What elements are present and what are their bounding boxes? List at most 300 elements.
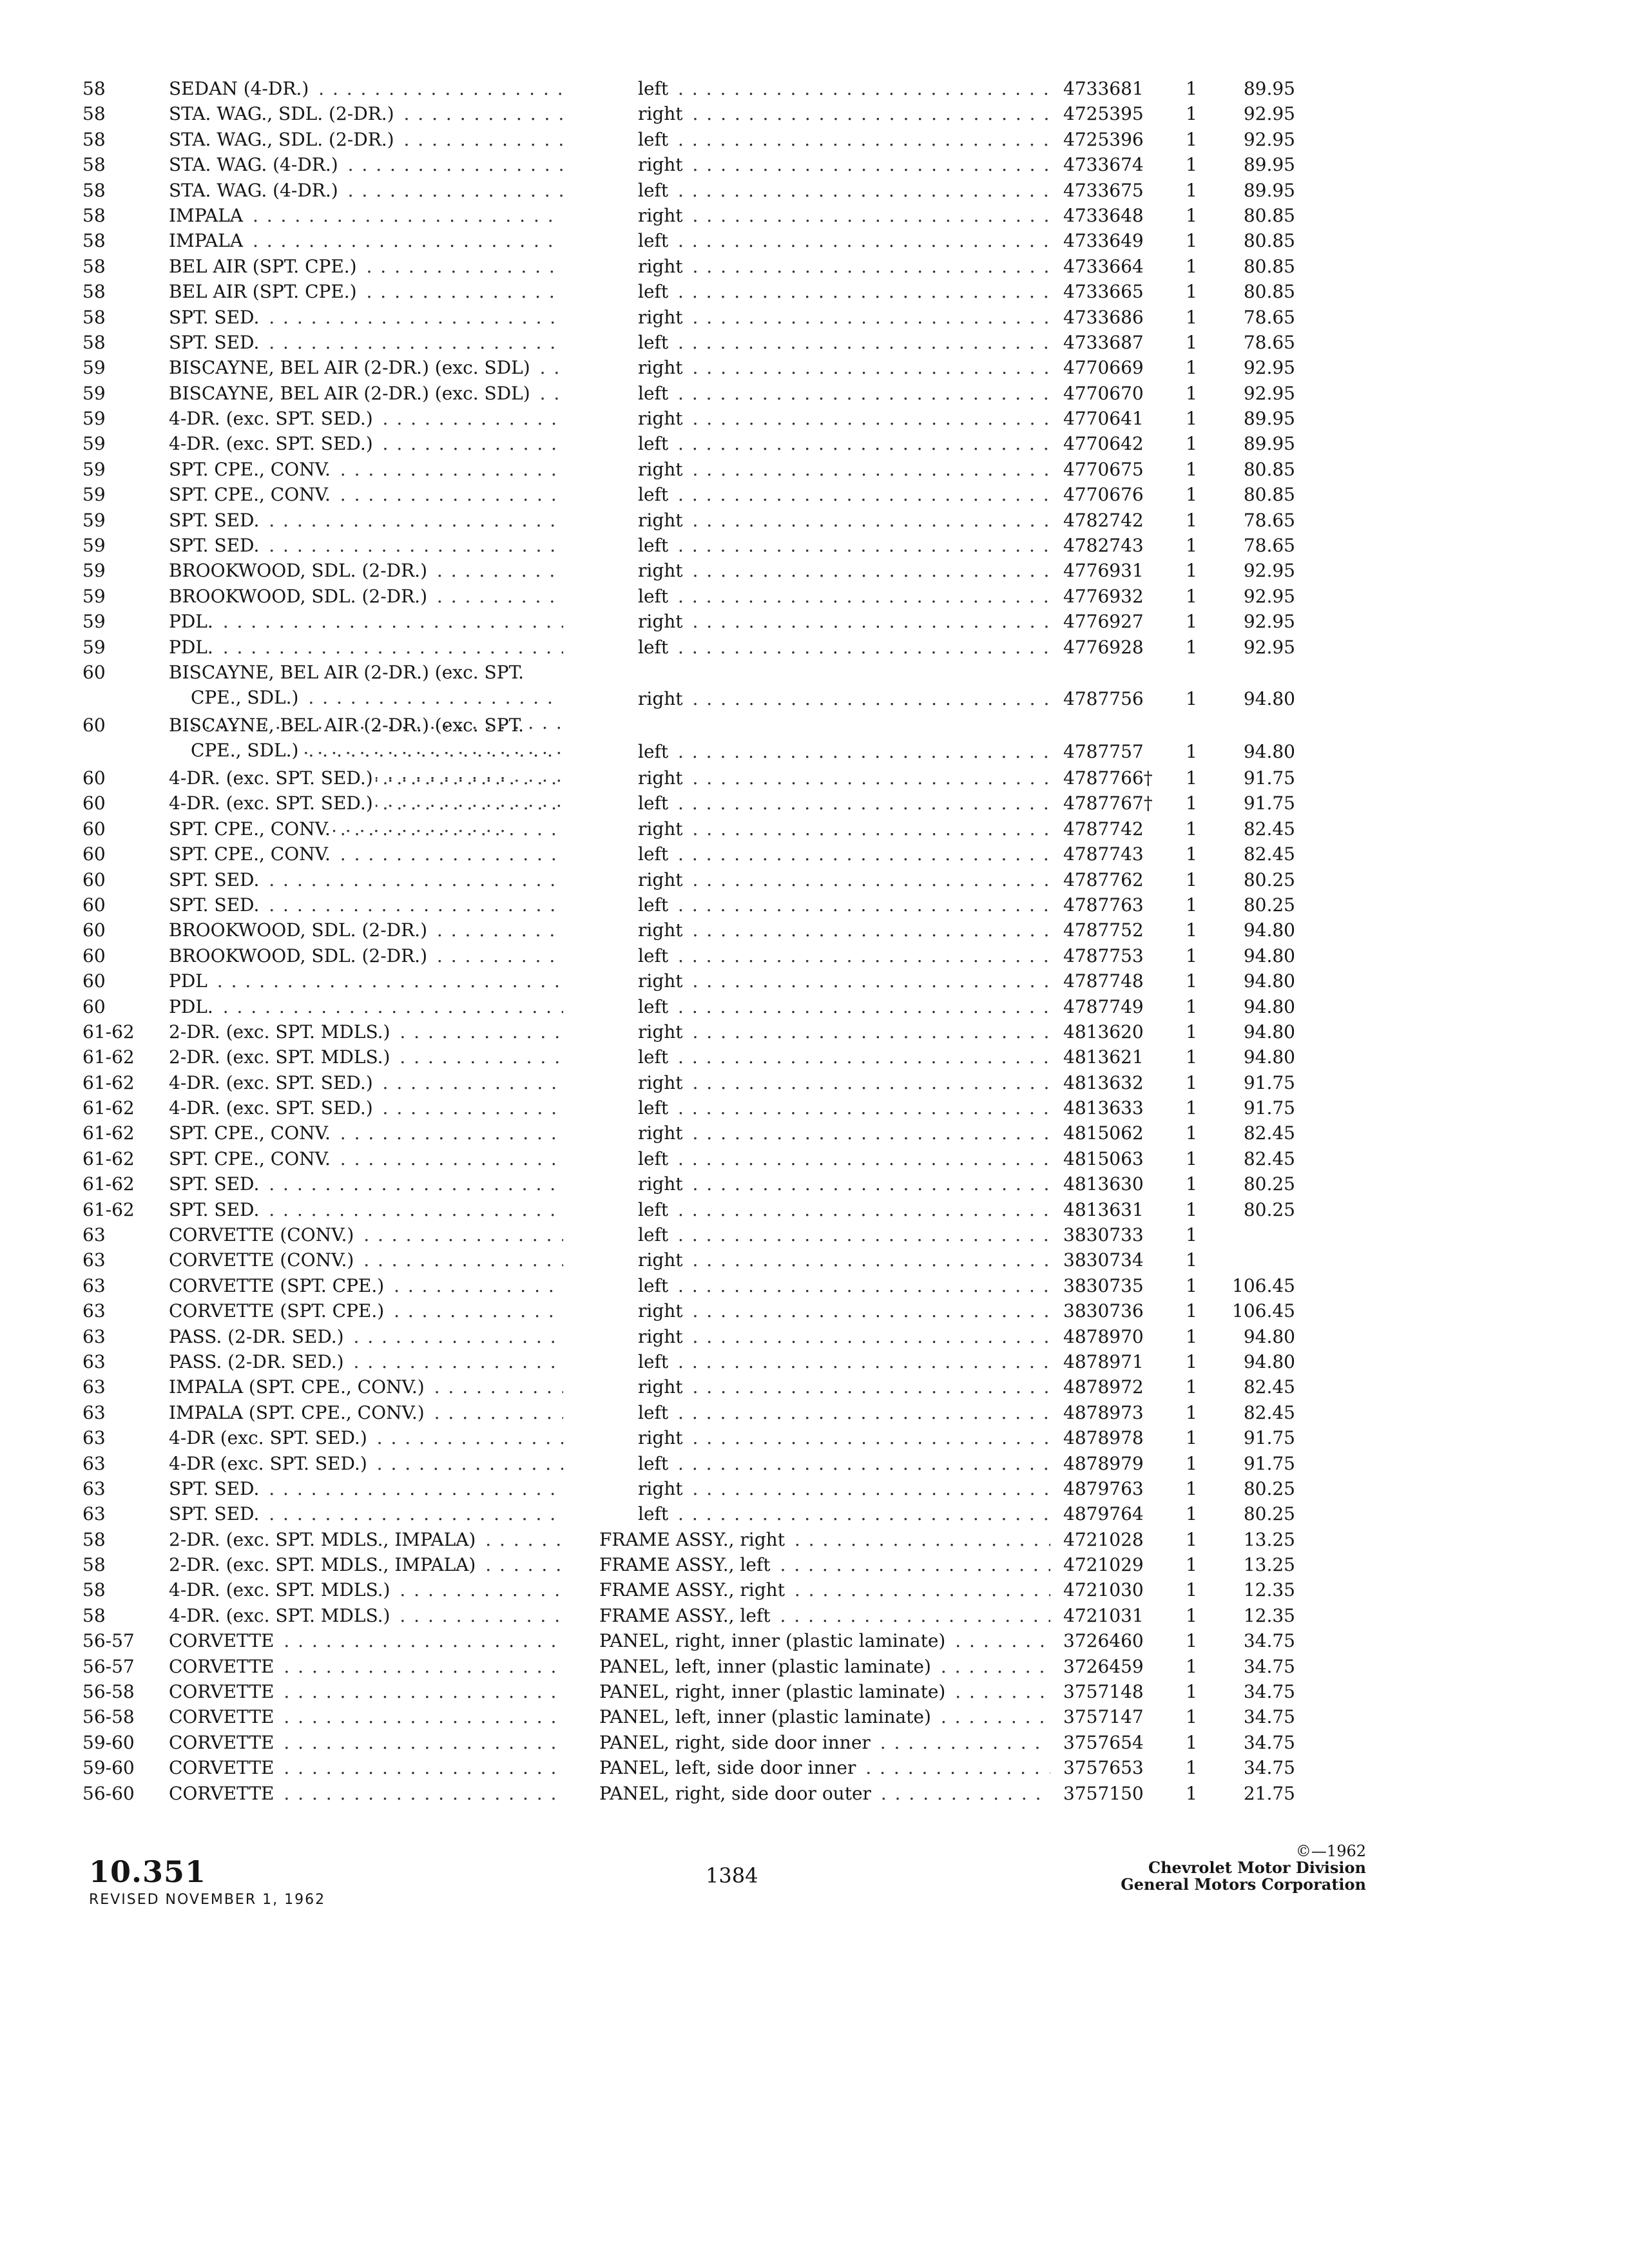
model-cell-text: BROOKWOOD, SDL. (2-DR.)	[169, 560, 430, 581]
table-row	[0, 1298, 1629, 1323]
part-number-cell: 4733664	[1063, 255, 1144, 277]
model-cell-text: PDL.	[169, 637, 216, 658]
year-cell: 60	[82, 767, 106, 789]
table-row	[0, 584, 1629, 609]
model-cell-text: STA. WAG., SDL. (2-DR.)	[169, 129, 397, 150]
year-cell: 61-62	[82, 1021, 135, 1043]
quantity-cell: 1	[1186, 1681, 1197, 1703]
part-number-cell: 4733648	[1063, 204, 1144, 226]
part-number-cell: 4770641	[1063, 408, 1144, 430]
part-number-cell: 3757148	[1063, 1681, 1144, 1703]
footer-left	[89, 1854, 325, 1908]
table-row	[0, 1730, 1629, 1755]
model-cell-text: CORVETTE	[169, 1630, 276, 1651]
price-cell: 80.85	[1243, 230, 1295, 252]
part-cell-text: PANEL, right, inner (plastic laminate)	[599, 1681, 948, 1702]
quantity-cell: 1	[1186, 103, 1197, 125]
year-cell: 58	[82, 103, 106, 125]
part-number-cell: 4733686	[1063, 306, 1144, 328]
year-cell: 58	[82, 331, 106, 353]
model-line-2-text: CPE., SDL.)	[191, 687, 301, 708]
part-cell	[638, 457, 1050, 482]
part-cell	[638, 1247, 1050, 1273]
part-number-cell: 4787743	[1063, 843, 1144, 865]
year-cell: 59	[82, 357, 106, 379]
part-number-cell: 4776928	[1063, 636, 1144, 658]
table-row	[0, 228, 1629, 253]
quantity-cell: 1	[1186, 306, 1197, 328]
part-number-cell: 3757654	[1063, 1731, 1144, 1753]
model-cell-text: BISCAYNE, BEL AIR (2-DR.) (exc. SDL)	[169, 357, 533, 378]
model-cell	[169, 431, 563, 456]
price-cell: 78.65	[1243, 509, 1295, 531]
model-cell-text: 4-DR. (exc. SPT. SED.)	[169, 793, 376, 814]
year-cell: 60	[82, 818, 106, 840]
year-cell: 63	[82, 1249, 106, 1271]
part-cell	[638, 816, 1050, 841]
price-cell: 12.35	[1243, 1604, 1295, 1626]
part-cell-text: PANEL, left, inner (plastic laminate)	[599, 1656, 934, 1677]
part-cell-text: right	[638, 767, 686, 789]
part-cell-text: right	[638, 154, 686, 175]
quantity-cell: 1	[1186, 1528, 1197, 1550]
year-cell: 59	[82, 535, 106, 557]
quantity-cell: 1	[1186, 585, 1197, 607]
part-number-cell: 3757150	[1063, 1782, 1144, 1804]
part-cell	[638, 1273, 1050, 1298]
price-cell: 78.65	[1243, 306, 1295, 328]
table-row	[0, 381, 1629, 406]
quantity-cell: 1	[1186, 611, 1197, 633]
price-cell: 80.25	[1243, 1173, 1295, 1195]
model-cell	[169, 381, 563, 406]
part-number-cell: 4813630	[1063, 1173, 1144, 1195]
model-cell	[169, 1222, 563, 1247]
year-cell: 63	[82, 1427, 106, 1449]
model-cell-text: SPT. CPE., CONV.	[169, 1122, 333, 1144]
table-row	[0, 765, 1629, 791]
model-cell-text: PASS. (2-DR. SED.)	[169, 1351, 347, 1372]
publisher-block	[1095, 1843, 1366, 1893]
part-number-cell: 4733687	[1063, 331, 1144, 353]
part-cell-text: right	[638, 1376, 686, 1398]
model-cell	[169, 1298, 563, 1323]
part-cell-text: left	[638, 1275, 671, 1296]
model-cell-text: SPT. SED.	[169, 894, 262, 916]
part-cell-text: right	[638, 970, 686, 992]
quantity-cell: 1	[1186, 560, 1197, 582]
quantity-cell: 1	[1186, 1401, 1197, 1423]
division-name: Chevrolet Motor Division	[1148, 1858, 1366, 1877]
part-number-cell: 4787753	[1063, 945, 1144, 966]
part-cell	[638, 254, 1050, 279]
table-row	[0, 1603, 1629, 1628]
part-cell-text: left	[638, 78, 671, 99]
table-row	[0, 1654, 1629, 1679]
model-cell	[169, 152, 563, 177]
quantity-cell: 1	[1186, 1148, 1197, 1169]
model-cell	[169, 1400, 563, 1425]
part-cell	[638, 533, 1050, 558]
table-row	[0, 1476, 1629, 1501]
quantity-cell: 1	[1186, 458, 1197, 480]
model-cell-text: SPT. SED.	[169, 1199, 262, 1220]
quantity-cell: 1	[1186, 1782, 1197, 1804]
part-cell	[638, 892, 1050, 918]
part-cell-text: PANEL, left, side door inner	[599, 1757, 858, 1778]
year-cell: 58	[82, 1528, 106, 1550]
model-cell	[169, 1755, 563, 1780]
part-cell	[638, 918, 1050, 943]
price-cell: 89.95	[1243, 408, 1295, 430]
quantity-cell: 1	[1186, 1655, 1197, 1677]
model-cell	[169, 1552, 563, 1577]
part-number-cell: 4776931	[1063, 560, 1144, 582]
model-cell	[169, 254, 563, 279]
model-cell	[169, 1349, 563, 1374]
price-cell: 89.95	[1243, 78, 1295, 99]
part-cell-text: left	[638, 1402, 671, 1423]
quantity-cell: 1	[1186, 357, 1197, 379]
model-cell	[169, 1603, 563, 1628]
price-cell: 21.75	[1243, 1782, 1295, 1804]
model-cell	[169, 1095, 563, 1120]
part-number-cell: 4787752	[1063, 919, 1144, 941]
part-cell	[638, 1095, 1050, 1120]
quantity-cell: 1	[1186, 793, 1197, 814]
table-row	[0, 1577, 1629, 1602]
part-cell-text: right	[638, 688, 686, 709]
quantity-cell: 1	[1186, 1097, 1197, 1119]
part-cell	[638, 1222, 1050, 1247]
price-cell: 80.85	[1243, 204, 1295, 226]
part-cell	[638, 279, 1050, 304]
quantity-cell: 1	[1186, 1072, 1197, 1093]
part-cell	[599, 1679, 1050, 1704]
price-cell: 94.80	[1243, 740, 1295, 762]
revised-date: REVISED NOVEMBER 1, 1962	[89, 1892, 326, 1908]
price-cell: 91.75	[1243, 1427, 1295, 1449]
part-number-cell: 4733675	[1063, 179, 1144, 201]
price-cell: 34.75	[1243, 1731, 1295, 1753]
part-number-cell: 4787749	[1063, 995, 1144, 1017]
year-cell: 58	[82, 281, 106, 303]
price-cell: 80.85	[1243, 484, 1295, 506]
year-cell: 59	[82, 611, 106, 633]
model-cell	[169, 609, 563, 634]
year-cell: 60	[82, 661, 106, 683]
model-cell	[169, 1654, 563, 1679]
year-cell: 60	[82, 714, 106, 736]
part-cell	[599, 1654, 1050, 1679]
table-row	[0, 1451, 1629, 1476]
model-cell	[169, 178, 563, 203]
quantity-cell: 1	[1186, 1503, 1197, 1525]
price-cell: 94.80	[1243, 1021, 1295, 1043]
quantity-cell: 1	[1186, 484, 1197, 506]
year-cell: 59-60	[82, 1757, 135, 1779]
table-row	[0, 918, 1629, 943]
price-cell: 34.75	[1243, 1706, 1295, 1728]
year-cell: 58	[82, 230, 106, 252]
part-cell	[638, 406, 1050, 431]
year-cell: 58	[82, 1554, 106, 1576]
part-cell	[638, 1044, 1050, 1070]
model-cell-text: 4-DR. (exc. SPT. SED.)	[169, 433, 376, 454]
model-cell-text: CORVETTE	[169, 1706, 276, 1727]
part-cell	[638, 178, 1050, 203]
model-cell	[169, 1577, 563, 1602]
part-cell-text: right	[638, 205, 686, 226]
model-cell	[169, 1324, 563, 1349]
quantity-cell: 1	[1186, 1376, 1197, 1398]
part-number-cell: 4721031	[1063, 1604, 1144, 1626]
part-cell-text: right	[638, 1478, 686, 1499]
part-cell-text: FRAME ASSY., right	[599, 1529, 787, 1550]
model-cell	[169, 558, 563, 583]
part-number-cell: 4733674	[1063, 154, 1144, 176]
model-cell	[169, 765, 563, 791]
quantity-cell: 1	[1186, 1021, 1197, 1043]
part-cell-text: left	[638, 586, 671, 607]
table-row	[0, 457, 1629, 482]
quantity-cell: 1	[1186, 970, 1197, 992]
table-row	[0, 635, 1629, 660]
quantity-cell: 1	[1186, 1579, 1197, 1601]
model-cell-text: BROOKWOOD, SDL. (2-DR.)	[169, 586, 430, 607]
quantity-cell: 1	[1186, 1731, 1197, 1753]
quantity-cell: 1	[1186, 1554, 1197, 1576]
model-cell-text: PDL.	[169, 996, 216, 1017]
part-number-cell: 4770675	[1063, 458, 1144, 480]
model-line-1: BISCAYNE, BEL AIR (2-DR.) (exc. SPT.	[169, 661, 525, 683]
price-cell: 82.45	[1243, 1148, 1295, 1169]
model-cell	[169, 1019, 563, 1044]
part-number-cell: 4787766†	[1063, 767, 1153, 789]
year-cell: 61-62	[82, 1198, 135, 1220]
part-cell	[638, 1120, 1050, 1146]
quantity-cell: 1	[1186, 945, 1197, 966]
table-row	[0, 1501, 1629, 1526]
model-cell	[169, 968, 563, 994]
model-cell	[169, 918, 563, 943]
quantity-cell: 1	[1186, 1427, 1197, 1449]
model-cell	[169, 203, 563, 228]
parts-table	[0, 76, 1629, 1806]
model-cell-text: CORVETTE	[169, 1656, 276, 1677]
model-cell-text: SPT. SED.	[169, 307, 262, 328]
part-cell-text: PANEL, left, inner (plastic laminate)	[599, 1706, 934, 1727]
table-row	[0, 1628, 1629, 1653]
part-number-cell: 4782743	[1063, 535, 1144, 557]
model-cell-text: SPT. CPE., CONV.	[169, 818, 333, 840]
part-cell	[638, 994, 1050, 1019]
table-row	[0, 609, 1629, 634]
year-cell: 63	[82, 1376, 106, 1398]
model-cell	[169, 482, 563, 507]
quantity-cell: 1	[1186, 894, 1197, 916]
part-number-cell: 4878979	[1063, 1452, 1144, 1474]
quantity-cell: 1	[1186, 1198, 1197, 1220]
year-cell: 59	[82, 509, 106, 531]
part-number-cell: 3757653	[1063, 1757, 1144, 1779]
model-cell	[169, 816, 563, 841]
part-cell	[638, 482, 1050, 507]
price-cell: 80.25	[1243, 869, 1295, 890]
table-row	[0, 1019, 1629, 1044]
model-cell-text: 4-DR. (exc. SPT. SED.)	[169, 767, 376, 789]
part-cell	[638, 558, 1050, 583]
price-cell: 12.35	[1243, 1579, 1295, 1601]
model-cell-text: PASS. (2-DR. SED.)	[169, 1326, 347, 1347]
part-cell	[599, 1603, 1050, 1628]
model-cell	[169, 1070, 563, 1095]
part-cell	[638, 1425, 1050, 1450]
table-row	[0, 279, 1629, 304]
part-number-cell: 4787748	[1063, 970, 1144, 992]
part-cell	[638, 841, 1050, 867]
model-cell-text: 2-DR. (exc. SPT. MDLS., IMPALA)	[169, 1529, 478, 1550]
model-cell-text: SPT. SED.	[169, 1503, 262, 1524]
year-cell: 63	[82, 1274, 106, 1296]
model-cell-text: CORVETTE (SPT. CPE.)	[169, 1300, 387, 1321]
price-cell: 82.45	[1243, 1122, 1295, 1144]
table-row	[0, 1349, 1629, 1374]
part-number-cell: 4776932	[1063, 585, 1144, 607]
model-cell-text: BISCAYNE, BEL AIR (2-DR.) (exc. SDL)	[169, 383, 533, 404]
quantity-cell: 1	[1186, 1046, 1197, 1068]
price-cell: 92.95	[1243, 560, 1295, 582]
model-cell-text: 4-DR. (exc. SPT. MDLS.)	[169, 1605, 392, 1626]
model-cell	[169, 1273, 563, 1298]
part-number-cell: 4879763	[1063, 1477, 1144, 1499]
part-cell-text: right	[638, 510, 686, 531]
table-row	[0, 1247, 1629, 1273]
part-cell	[599, 1755, 1050, 1780]
part-cell-text: right	[638, 459, 686, 480]
price-cell: 82.45	[1243, 1376, 1295, 1398]
model-cell	[169, 330, 563, 355]
year-cell: 60	[82, 869, 106, 890]
model-cell-text: PDL.	[169, 611, 216, 632]
model-cell	[169, 1730, 563, 1755]
price-cell: 82.45	[1243, 843, 1295, 865]
year-cell: 58	[82, 1604, 106, 1626]
quantity-cell: 1	[1186, 1350, 1197, 1372]
quantity-cell: 1	[1186, 843, 1197, 865]
model-cell-text: CORVETTE	[169, 1757, 276, 1778]
table-row	[0, 1146, 1629, 1171]
model-cell	[169, 1679, 563, 1704]
model-cell	[169, 101, 563, 126]
model-cell-text: IMPALA	[169, 230, 246, 251]
part-cell-text: right	[638, 919, 686, 941]
year-cell: 58	[82, 78, 106, 99]
quantity-cell: 1	[1186, 995, 1197, 1017]
table-row	[0, 994, 1629, 1019]
quantity-cell: 1	[1186, 919, 1197, 941]
part-cell-text: right	[638, 256, 686, 277]
part-cell-text: FRAME ASSY., right	[599, 1579, 787, 1600]
quantity-cell: 1	[1186, 535, 1197, 557]
table-row	[0, 1755, 1629, 1780]
model-cell	[169, 305, 563, 330]
price-cell: 80.85	[1243, 281, 1295, 303]
part-cell-text: PANEL, right, side door inner	[599, 1732, 873, 1753]
year-cell: 63	[82, 1503, 106, 1525]
price-cell: 92.95	[1243, 611, 1295, 633]
part-cell-text: right	[638, 1300, 686, 1321]
model-cell-text: SPT. CPE., CONV.	[169, 484, 333, 505]
price-cell: 89.95	[1243, 179, 1295, 201]
model-cell-text: BROOKWOOD, SDL. (2-DR.)	[169, 945, 430, 966]
price-cell: 94.80	[1243, 919, 1295, 941]
quantity-cell: 1	[1186, 1706, 1197, 1728]
model-cell	[169, 1527, 563, 1552]
part-number-cell: 4770676	[1063, 484, 1144, 506]
part-number-cell: 4776927	[1063, 611, 1144, 633]
price-cell: 91.75	[1243, 767, 1295, 789]
part-cell	[599, 1628, 1050, 1653]
model-cell	[169, 892, 563, 918]
part-cell-text: left	[638, 996, 671, 1017]
part-number-cell: 4879764	[1063, 1503, 1144, 1525]
price-cell: 94.80	[1243, 995, 1295, 1017]
part-number-cell: 4733681	[1063, 78, 1144, 99]
part-cell	[638, 1400, 1050, 1425]
model-cell	[169, 1146, 563, 1171]
year-cell: 59	[82, 408, 106, 430]
quantity-cell: 1	[1186, 204, 1197, 226]
model-cell-text: 4-DR. (exc. SPT. MDLS.)	[169, 1579, 392, 1600]
part-cell	[599, 1704, 1050, 1729]
year-cell: 59	[82, 382, 106, 404]
price-cell: 91.75	[1243, 1452, 1295, 1474]
table-row	[0, 892, 1629, 918]
year-cell: 63	[82, 1224, 106, 1246]
part-cell-text: left	[638, 1097, 671, 1119]
part-cell-text: left	[638, 332, 671, 353]
model-cell-text: SPT. CPE., CONV.	[169, 843, 333, 865]
part-number-cell: 4813631	[1063, 1198, 1144, 1220]
year-cell: 63	[82, 1350, 106, 1372]
price-cell: 80.25	[1243, 1503, 1295, 1525]
model-cell	[169, 1425, 563, 1450]
table-row	[0, 1679, 1629, 1704]
year-cell: 58	[82, 204, 106, 226]
model-cell-text: IMPALA (SPT. CPE., CONV.)	[169, 1376, 427, 1398]
quantity-cell: 1	[1186, 1477, 1197, 1499]
part-cell	[638, 1324, 1050, 1349]
table-row	[0, 1273, 1629, 1298]
model-cell-text: IMPALA (SPT. CPE., CONV.)	[169, 1402, 427, 1423]
year-cell: 58	[82, 255, 106, 277]
part-cell	[638, 1298, 1050, 1323]
table-row	[0, 482, 1629, 507]
year-cell: 59	[82, 458, 106, 480]
part-cell-text: FRAME ASSY., left	[599, 1605, 773, 1626]
model-cell	[169, 533, 563, 558]
price-cell: 13.25	[1243, 1554, 1295, 1576]
part-cell-text: FRAME ASSY., left	[599, 1554, 773, 1575]
part-cell-text: right	[638, 1173, 686, 1195]
table-row	[0, 1425, 1629, 1450]
part-cell	[638, 1146, 1050, 1171]
quantity-cell: 1	[1186, 281, 1197, 303]
part-number-cell: 4770670	[1063, 382, 1144, 404]
model-cell	[169, 1171, 563, 1196]
table-row	[0, 791, 1629, 816]
